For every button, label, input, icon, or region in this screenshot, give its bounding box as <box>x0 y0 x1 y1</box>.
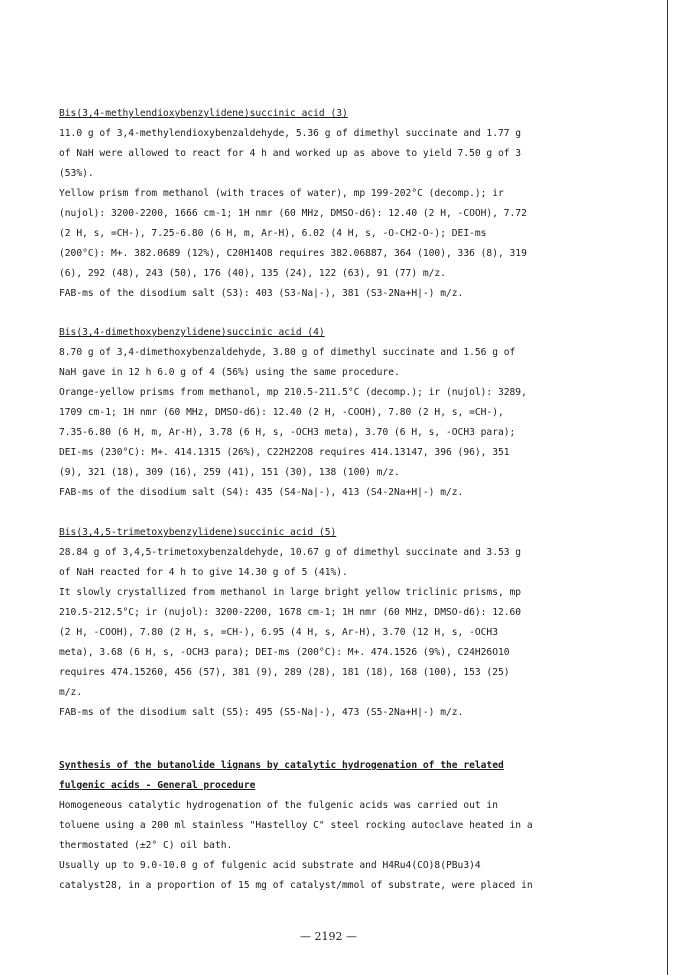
text-line: NaH gave in 12 h 6.0 g of 4 (56%) using the same procedure. <box>59 367 400 378</box>
text-line: 11.0 g of 3,4-methylendioxybenzaldehyde, 5.36 g of dimethyl succinate and 1.77 g <box>59 128 522 139</box>
text-line: catalyst28, in a proportion of 15 mg of catalyst/mmol of substrate, were placed in <box>59 880 533 891</box>
text-line: (2 H, -COOH), 7.80 (2 H, s, =CH-), 6.95 (4 H, s, Ar-H), 3.70 (12 H, s, -OCH3 <box>59 627 498 638</box>
text-line: Usually up to 9.0-10.0 g of fulgenic acid substrate and H4Ru4(CO)8(PBu3)4 <box>59 860 481 871</box>
page-edge-line <box>667 0 668 975</box>
section-heading-5: Bis(3,4,5-trimetoxybenzylidene)succinic acid (5) <box>59 527 337 538</box>
text-line: FAB-ms of the disodium salt (S5): 495 (S5-Na|-), 473 (S5-2Na+H|-) m/z. <box>59 707 464 718</box>
text-line: DEI-ms (230°C): M+. 414.1315 (26%), C22H22O8 requires 414.13147, 396 (96), 351 <box>59 447 510 458</box>
page-number: — 2192 — <box>300 930 357 943</box>
text-line: of NaH were allowed to react for 4 h and worked up as above to yield 7.50 g of 3 <box>59 148 522 159</box>
text-line: thermostated (±2° C) oil bath. <box>59 840 233 851</box>
section-heading-general-cont: fulgenic acids - General procedure <box>59 780 256 791</box>
text-line: m/z. <box>59 687 83 698</box>
text-line: 8.70 g of 3,4-dimethoxybenzaldehyde, 3.80 g of dimethyl succinate and 1.56 g of <box>59 347 516 358</box>
text-line: 28.84 g of 3,4,5-trimetoxybenzaldehyde, 10.67 g of dimethyl succinate and 3.53 g <box>59 547 522 558</box>
text-line: (200°C): M+. 382.0689 (12%), C20H14O8 requires 382.06887, 364 (100), 336 (8), 319 <box>59 248 527 259</box>
section-heading-4: Bis(3,4-dimethoxybenzylidene)succinic acid (4) <box>59 327 325 338</box>
text-line: 7.35-6.80 (6 H, m, Ar-H), 3.78 (6 H, s, -OCH3 meta), 3.70 (6 H, s, -OCH3 para); <box>59 427 516 438</box>
text-line: toluene using a 200 ml stainless "Hastelloy C" steel rocking autoclave heated in a <box>59 820 533 831</box>
text-line: of NaH reacted for 4 h to give 14.30 g of 5 (41%). <box>59 567 348 578</box>
text-line: It slowly crystallized from methanol in large bright yellow triclinic prisms, mp <box>59 587 522 598</box>
text-line: FAB-ms of the disodium salt (S3): 403 (S3-Na|-), 381 (S3-2Na+H|-) m/z. <box>59 288 464 299</box>
text-line: (9), 321 (18), 309 (16), 259 (41), 151 (30), 138 (100) m/z. <box>59 467 400 478</box>
section-heading-general: Synthesis of the butanolide lignans by catalytic hydrogenation of the related <box>59 760 504 771</box>
text-line: requires 474.15260, 456 (57), 381 (9), 289 (28), 181 (18), 168 (100), 153 (25) <box>59 667 510 678</box>
text-line: 210.5-212.5°C; ir (nujol): 3200-2200, 1678 cm-1; 1H nmr (60 MHz, DMSO-d6): 12.60 <box>59 607 522 618</box>
text-line: 1709 cm-1; 1H nmr (60 MHz, DMSO-d6): 12.40 (2 H, -COOH), 7.80 (2 H, s, =CH-), <box>59 407 504 418</box>
text-line: (2 H, s, =CH-), 7.25-6.80 (6 H, m, Ar-H), 6.02 (4 H, s, -O-CH2-O-); DEI-ms <box>59 228 487 239</box>
text-line: (nujol): 3200-2200, 1666 cm-1; 1H nmr (60 MHz, DMSO-d6): 12.40 (2 H, -COOH), 7.72 <box>59 208 527 219</box>
text-line: Yellow prism from methanol (with traces of water), mp 199-202°C (decomp.); ir <box>59 188 504 199</box>
text-line: Orange-yellow prisms from methanol, mp 210.5-211.5°C (decomp.); ir (nujol): 3289, <box>59 387 527 398</box>
text-line: meta), 3.68 (6 H, s, -OCH3 para); DEI-ms (200°C): M+. 474.1526 (9%), C24H26O10 <box>59 647 510 658</box>
text-line: Homogeneous catalytic hydrogenation of the fulgenic acids was carried out in <box>59 800 498 811</box>
text-line: (6), 292 (48), 243 (50), 176 (40), 135 (24), 122 (63), 91 (77) m/z. <box>59 268 446 279</box>
text-line: (53%). <box>59 168 94 179</box>
text-line: FAB-ms of the disodium salt (S4): 435 (S4-Na|-), 413 (S4-2Na+H|-) m/z. <box>59 487 464 498</box>
section-heading-3: Bis(3,4-methylendioxybenzylidene)succinic acid (3) <box>59 108 348 119</box>
